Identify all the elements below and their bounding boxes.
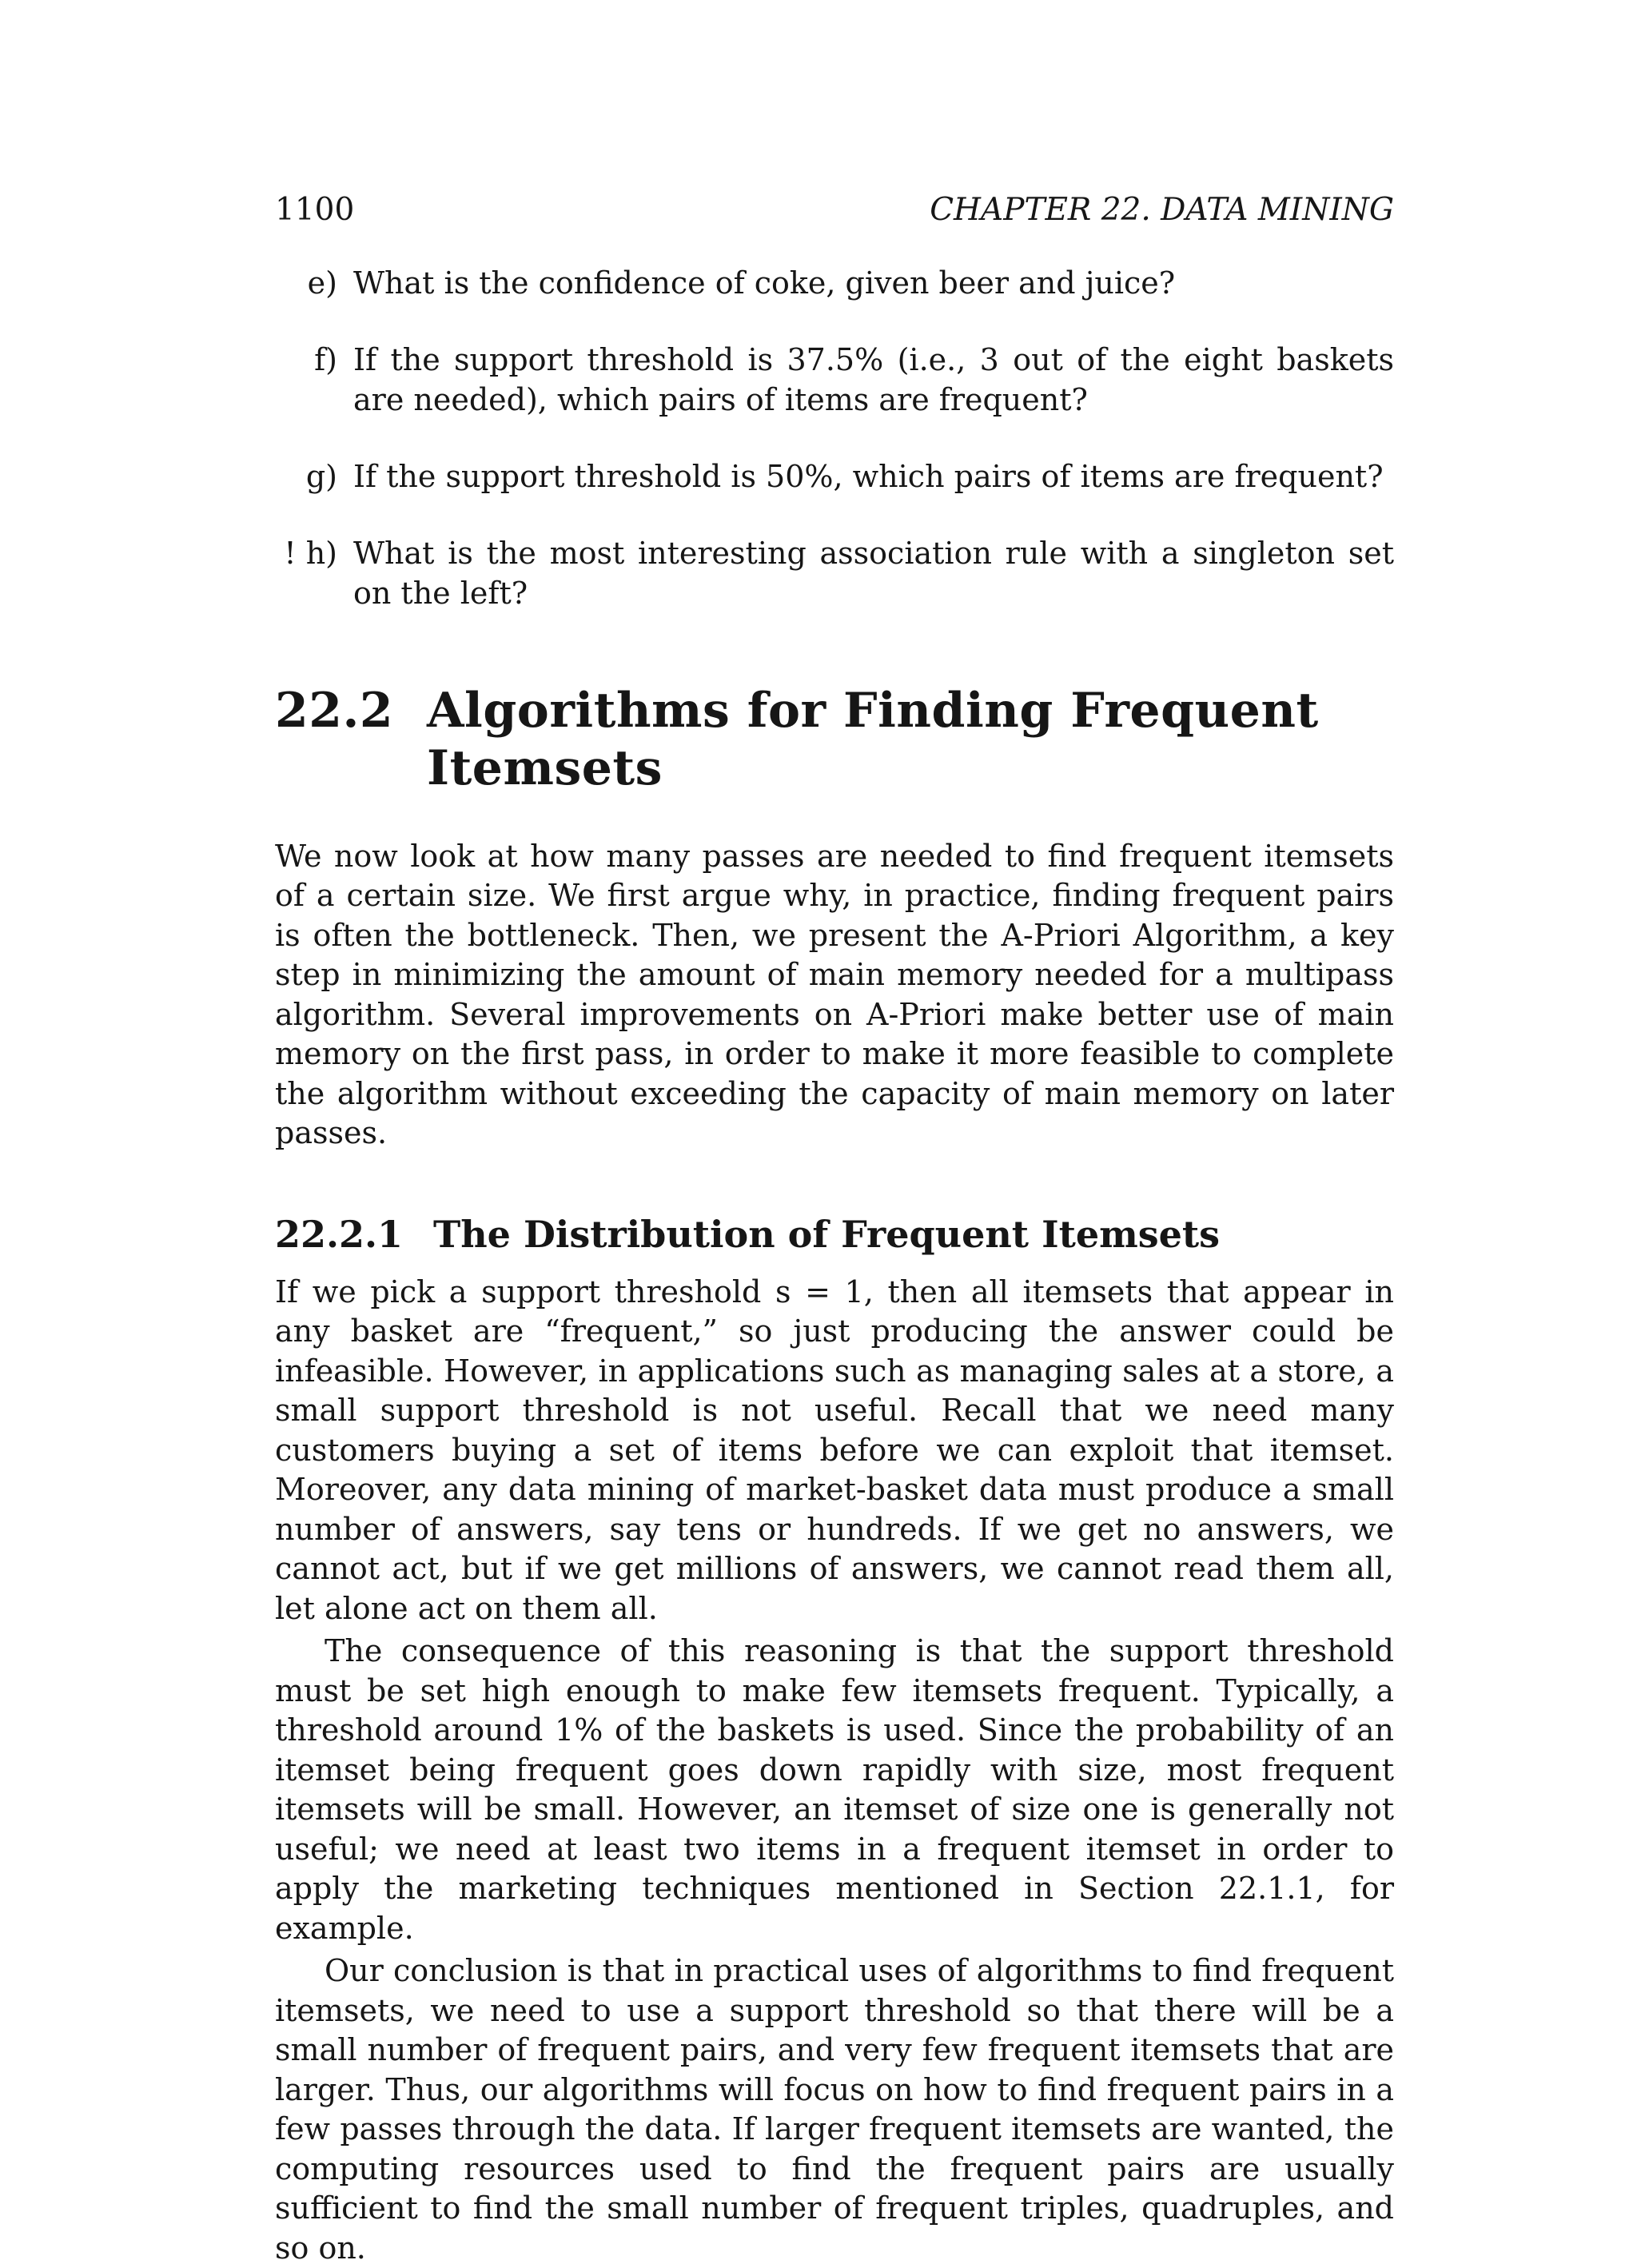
exercise-item <box>275 263 1394 303</box>
book-page <box>275 192 1394 2268</box>
exercise-label: ! h) <box>284 535 337 571</box>
exercise-text: If the support threshold is 37.5% (i.e., 3 out of the eight baskets are needed), which pairs of items are frequent? <box>353 341 1394 417</box>
exercise-item <box>275 456 1394 496</box>
body-paragraph: If we pick a support threshold s = 1, then all itemsets that appear in any basket are “frequent,” so just producing the answer could be infeasible. However, in applications such as managing sales at a store, a small support threshold is not useful. Recall that we need many customers buying a set of items before we can exploit that itemset. Moreover, any data mining of market-basket data must produce a small number of answers, say tens or hundreds. If we get no answers, we cannot act, but if we get millions of answers, we cannot read them all, let alone act on them all. <box>275 1274 1394 1626</box>
subsection-heading <box>275 1213 1394 1257</box>
exercise-item <box>275 533 1394 613</box>
section-title: Algorithms for Finding Frequent Itemsets <box>427 682 1319 796</box>
section-heading <box>275 682 1394 797</box>
chapter-title: CHAPTER 22. DATA MINING <box>930 192 1394 228</box>
exercise-text: If the support threshold is 50%, which pairs of items are frequent? <box>353 458 1384 494</box>
section-intro-paragraph: We now look at how many passes are needed to find frequent itemsets of a certain size. We first argue why, in practice, finding frequent pairs is often the bottleneck. Then, we present the A-Priori Algorithm, a key step in minimizing the amount of main memory needed for a multipass algorithm. Several improvements on A-Priori make better use of main memory on the first pass, in order to make it more feasible to complete the algorithm without exceeding the capacity of main memory on later passes. <box>275 838 1394 1151</box>
running-header <box>275 192 1394 229</box>
exercise-item <box>275 340 1394 420</box>
exercise-list <box>275 263 1394 613</box>
section-number: 22.2 <box>275 682 394 739</box>
exercise-label: e) <box>307 265 337 301</box>
body-paragraph: The consequence of this reasoning is that the support threshold must be set high enough to make few itemsets frequent. Typically, a threshold around 1% of the baskets is used. Since the probability of an itemset being frequent goes down rapidly with size, most frequent itemsets will be small. However, an itemset of size one is generally not useful; we need at least two items in a frequent itemset in order to apply the marketing techniques mentioned in Section 22.1.1, for example. <box>275 1633 1394 1946</box>
page-number: 1100 <box>275 192 355 228</box>
subsection-number: 22.2.1 <box>275 1212 404 1256</box>
subsection-title: The Distribution of Frequent Itemsets <box>433 1212 1221 1256</box>
exercise-text: What is the confidence of coke, given beer and juice? <box>353 265 1176 301</box>
exercise-text: What is the most interesting association rule with a singleton set on the left? <box>353 535 1394 611</box>
exercise-label: f) <box>314 341 337 377</box>
body-paragraph: Our conclusion is that in practical uses of algorithms to find frequent itemsets, we need to use a support threshold so that there will be a small number of frequent pairs, and very few frequent itemsets that are larger. Thus, our algorithms will focus on how to find frequent pairs in a few passes through the data. If larger frequent itemsets are wanted, the computing resources used to find the frequent pairs are usually sufficient to find the small number of frequent triples, quadruples, and so on. <box>275 1953 1394 2266</box>
exercise-label: g) <box>305 458 337 494</box>
